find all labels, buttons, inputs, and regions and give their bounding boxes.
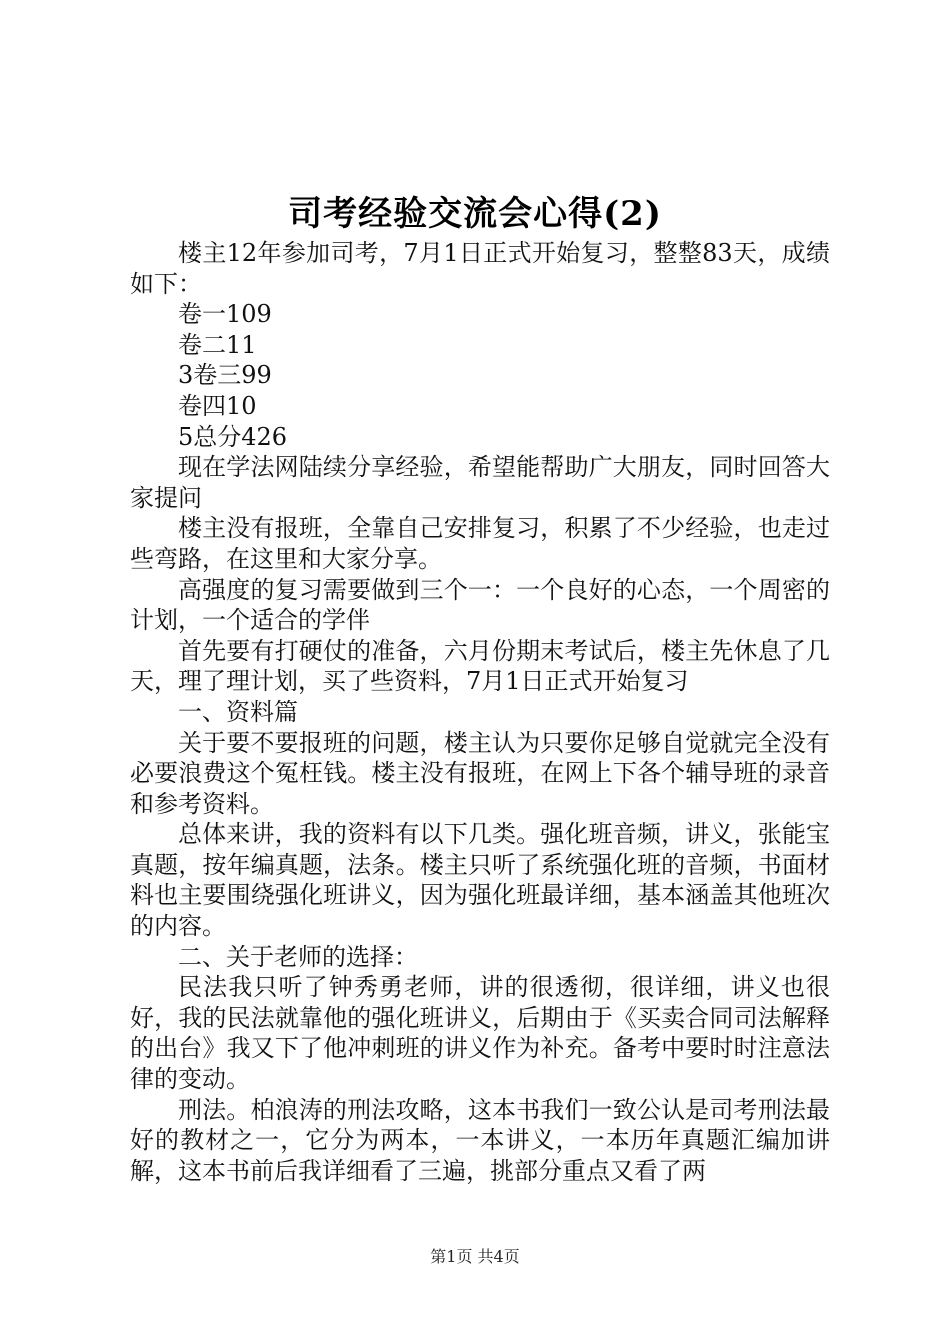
document-title: 司考经验交流会心得(2) <box>288 194 662 234</box>
paragraph: 卷四10 <box>178 391 257 420</box>
paragraph: 楼主12年参加司考，7月1日正式开始复习，整整83天，成绩如下： <box>130 239 830 298</box>
paragraph: 卷一109 <box>178 300 272 329</box>
paragraph: 总体来讲，我的资料有以下几类。强化班音频，讲义，张能宝真题，按年编真题，法条。楼主只听了系统强化班的音频，书面材料也主要围绕强化班讲义，因为强化班最详细，基本涵盖其他班次的内容。 <box>130 820 830 941</box>
paragraph: 高强度的复习需要做到三个一：一个良好的心态，一个周密的计划，一个适合的学伴 <box>130 575 830 635</box>
paragraph: 5总分426 <box>178 422 288 451</box>
section-heading: 二、关于老师的选择： <box>178 942 418 971</box>
paragraph: 刑法。柏浪涛的刑法攻略，这本书我们一致公认是司考刑法最好的教材之一，它分为两本，一本讲义，一本历年真题汇编加讲解，这本书前后我详细看了三遍，挑部分重点又看了两 <box>130 1095 830 1185</box>
paragraph: 楼主没有报班，全靠自己安排复习，积累了不少经验，也走过些弯路，在这里和大家分享。 <box>130 514 830 573</box>
document-body <box>130 238 830 1186</box>
paragraph: 卷二11 <box>178 330 257 359</box>
section-heading: 一、资料篇 <box>178 697 298 726</box>
paragraph: 3卷三99 <box>178 361 272 390</box>
paragraph: 现在学法网陆续分享经验，希望能帮助广大朋友，同时回答大家提问 <box>130 453 830 512</box>
paragraph: 首先要有打硬仗的准备，六月份期末考试后，楼主先休息了几天，理了理计划，买了些资料，7月1日正式开始复习 <box>130 636 830 696</box>
paragraph: 民法我只听了钟秀勇老师，讲的很透彻，很详细，讲义也很好，我的民法就靠他的强化班讲义，后期由于《买卖合同司法解释的出台》我又下了他冲刺班的讲义作为补充。备考中要时时注意法律的变动。 <box>130 973 830 1094</box>
paragraph: 关于要不要报班的问题，楼主认为只要你足够自觉就完全没有必要浪费这个冤枉钱。楼主没有报班，在网上下各个辅导班的录音和参考资料。 <box>130 728 830 818</box>
page-number-footer: 第1页 共4页 <box>430 1247 520 1266</box>
